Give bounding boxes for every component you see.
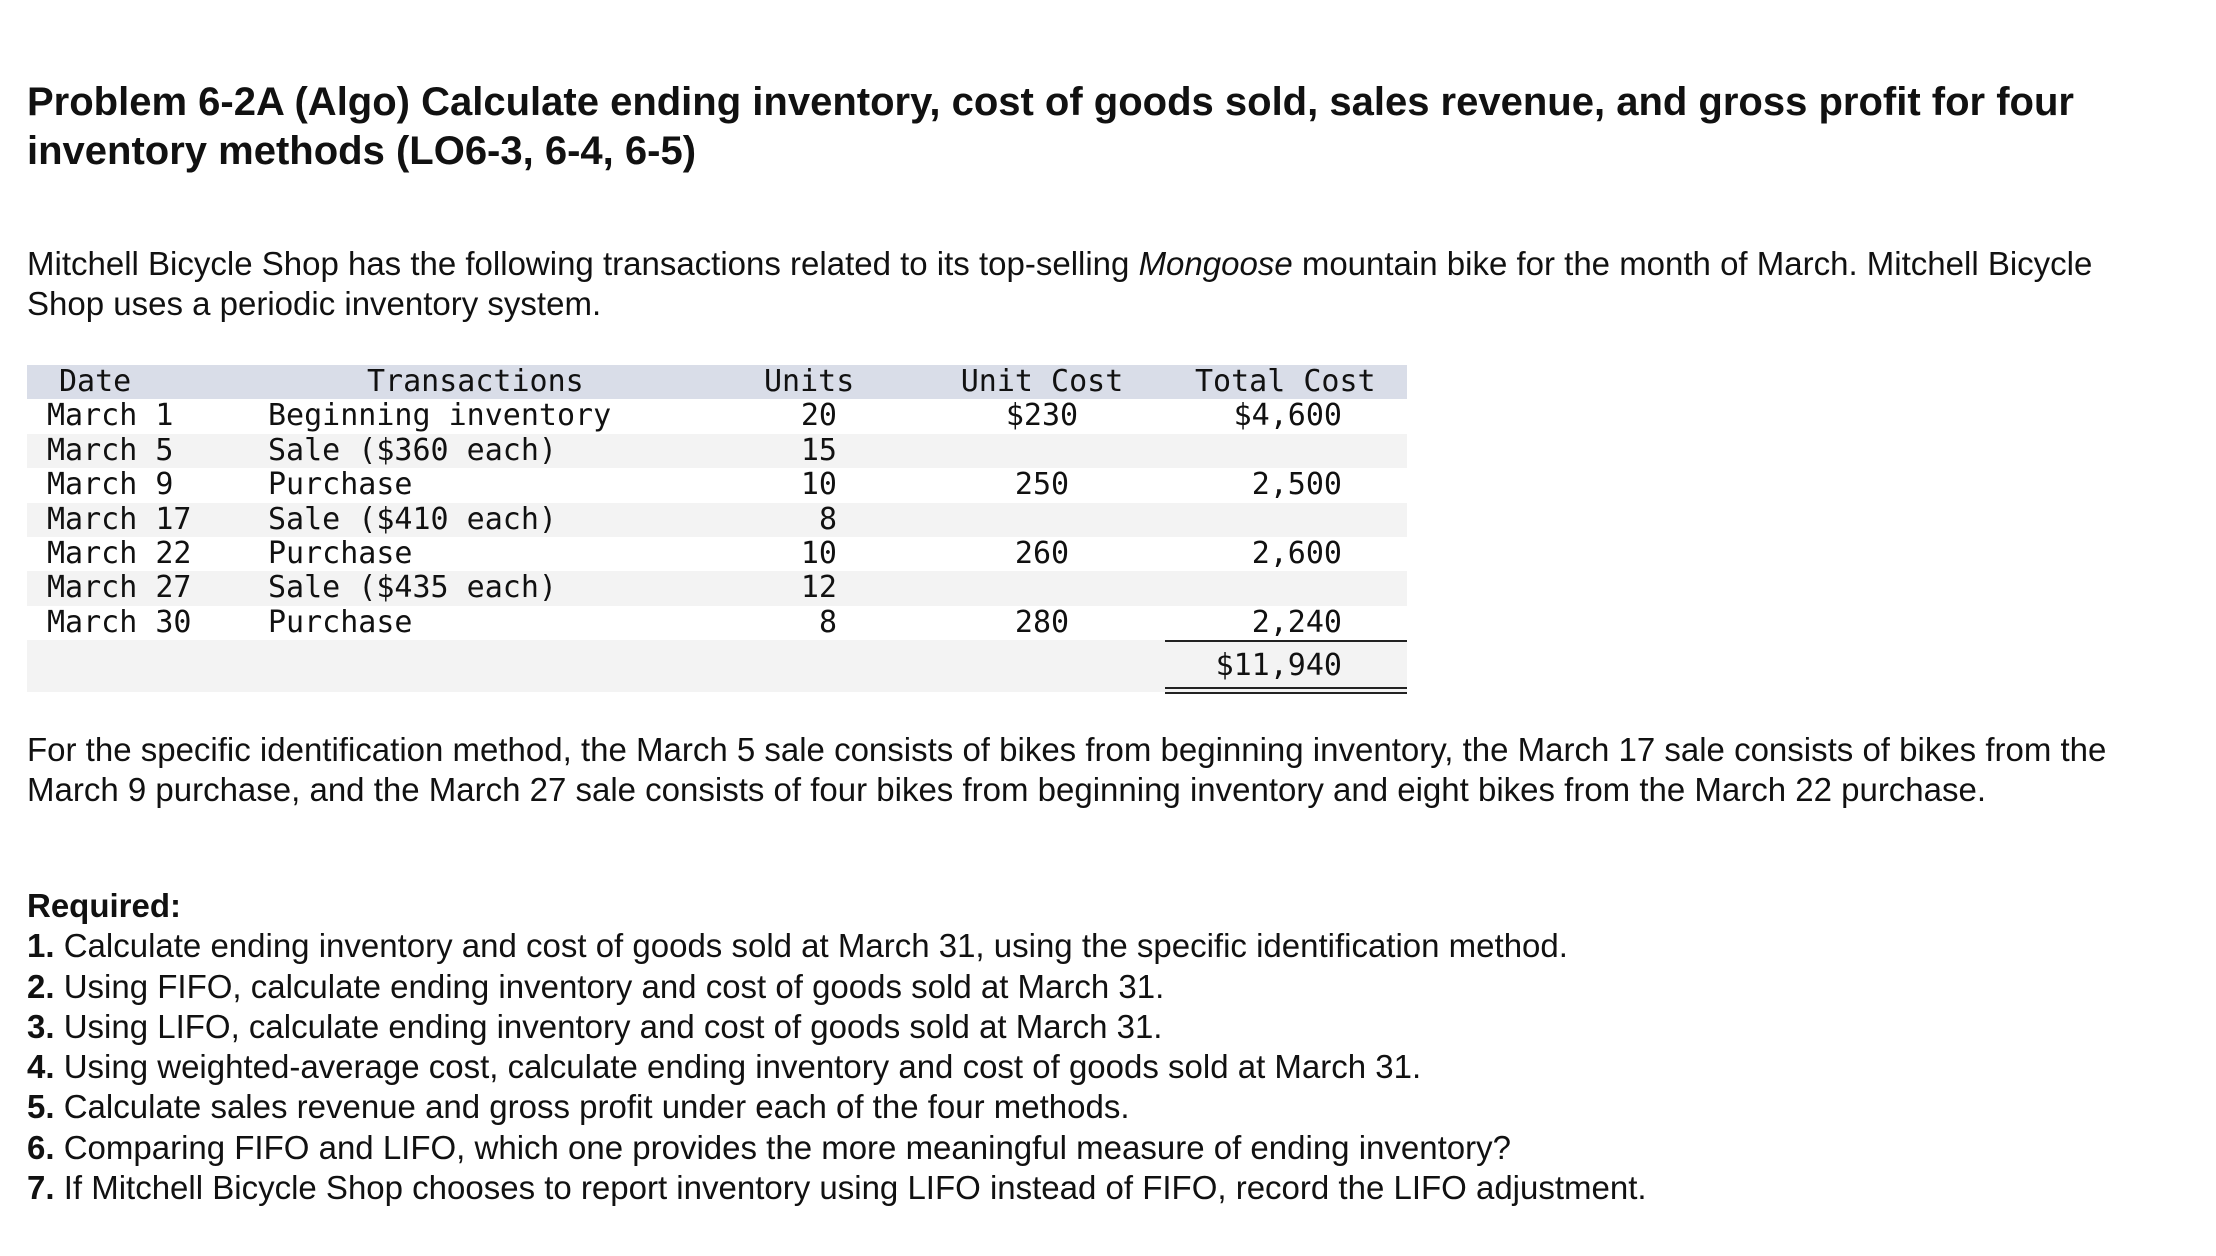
row-transaction: Beginning inventory xyxy=(268,398,612,434)
row-unit-cost: $230 xyxy=(1005,398,1079,434)
table-row xyxy=(27,606,1407,640)
table-row xyxy=(27,503,1407,537)
row-total-cost: 2,240 xyxy=(1251,604,1342,640)
required-section xyxy=(27,886,2177,1208)
required-item-number: 1. xyxy=(27,927,55,965)
row-transaction: Sale ($435 each) xyxy=(268,570,557,606)
row-units: 15 xyxy=(800,432,837,468)
required-heading: Required: xyxy=(27,887,182,924)
required-item-text: Using weighted-average cost, calculate ending inventory and cost of goods sold at March 31. xyxy=(54,1048,1422,1086)
row-unit-cost: 250 xyxy=(1014,467,1070,503)
row-total-cost: 2,600 xyxy=(1251,535,1342,571)
table-row xyxy=(27,399,1407,433)
row-total-cost: $4,600 xyxy=(1233,398,1342,434)
row-date: March 22 xyxy=(47,535,192,571)
required-item-text: Calculate ending inventory and cost of goods sold at March 31, using the specific identification method. xyxy=(54,927,1568,965)
row-transaction: Purchase xyxy=(268,604,413,640)
table-row xyxy=(27,571,1407,605)
required-item-number: 5. xyxy=(27,1088,55,1126)
header-date: Date xyxy=(59,364,132,399)
row-total-cost: 2,500 xyxy=(1251,467,1342,503)
row-date: March 17 xyxy=(47,501,192,537)
row-unit-cost: 280 xyxy=(1014,604,1070,640)
row-transaction: Purchase xyxy=(268,535,413,571)
row-units: 8 xyxy=(818,604,837,640)
required-item-text: Using LIFO, calculate ending inventory and cost of goods sold at March 31. xyxy=(54,1007,1163,1045)
header-total-cost: Total Cost xyxy=(1195,364,1376,399)
row-date: March 30 xyxy=(47,604,192,640)
transactions-table xyxy=(27,365,1407,692)
required-item xyxy=(27,926,2177,966)
row-date: March 27 xyxy=(47,570,192,606)
required-item xyxy=(27,967,2177,1007)
required-item xyxy=(27,1087,2177,1127)
table-header-row xyxy=(27,365,1407,399)
row-transaction: Sale ($410 each) xyxy=(268,501,557,537)
table-row xyxy=(27,537,1407,571)
intro-text-before: Mitchell Bicycle Shop has the following transactions related to its top-selling xyxy=(27,245,1139,282)
row-unit-cost: 260 xyxy=(1014,535,1070,571)
row-units: 20 xyxy=(800,398,837,434)
table-row xyxy=(27,468,1407,502)
header-units: Units xyxy=(764,364,855,399)
total-double-rule xyxy=(1165,687,1407,694)
required-item-number: 3. xyxy=(27,1007,55,1045)
page-title: Problem 6-2A (Algo) Calculate ending inventory, cost of goods sold, sales revenue, and gross profit for four inventory methods (LO6-3, 6-4, 6-5) xyxy=(27,80,2074,173)
required-item xyxy=(27,1168,2177,1208)
required-item-text: Using FIFO, calculate ending inventory and cost of goods sold at March 31. xyxy=(54,967,1165,1005)
row-units: 8 xyxy=(818,501,837,537)
row-date: March 9 xyxy=(47,467,174,503)
row-date: March 1 xyxy=(47,398,174,434)
header-unit-cost: Unit Cost xyxy=(960,364,1124,399)
specific-identification-paragraph: For the specific identification method, the March 5 sale consists of bikes from beginning inventory, the March 17 sale consists of bikes from the March 9 purchase, and the March 27 sale consists of four bikes from beginning inventory and eight bikes from the March 22 purchase. xyxy=(27,731,2107,808)
table-total-row xyxy=(27,640,1407,692)
table-row xyxy=(27,434,1407,468)
intro-text-after: mountain bike for the month of March. Mitchell Bicycle Shop uses a periodic inventory system. xyxy=(27,245,2093,322)
required-item-text: If Mitchell Bicycle Shop chooses to report inventory using LIFO instead of FIFO, record the LIFO adjustment. xyxy=(54,1169,1647,1207)
row-units: 10 xyxy=(800,467,837,503)
required-item-text: Comparing FIFO and LIFO, which one provides the more meaningful measure of ending inventory? xyxy=(54,1128,1511,1166)
required-item-text: Calculate sales revenue and gross profit under each of the four methods. xyxy=(54,1088,1130,1126)
intro-paragraph xyxy=(27,244,2177,324)
row-date: March 5 xyxy=(47,432,174,468)
required-item-number: 2. xyxy=(27,967,55,1005)
required-item-number: 6. xyxy=(27,1128,55,1166)
required-item xyxy=(27,1007,2177,1047)
row-units: 10 xyxy=(800,535,837,571)
row-transaction: Purchase xyxy=(268,467,413,503)
required-item-number: 7. xyxy=(27,1169,55,1207)
required-item-number: 4. xyxy=(27,1048,55,1086)
intro-emphasis: Mongoose xyxy=(1138,245,1293,282)
row-transaction: Sale ($360 each) xyxy=(268,432,557,468)
row-units: 12 xyxy=(800,570,837,606)
required-item xyxy=(27,1128,2177,1168)
grand-total: $11,940 xyxy=(1215,648,1342,684)
required-item xyxy=(27,1047,2177,1087)
header-transactions: Transactions xyxy=(367,364,584,399)
